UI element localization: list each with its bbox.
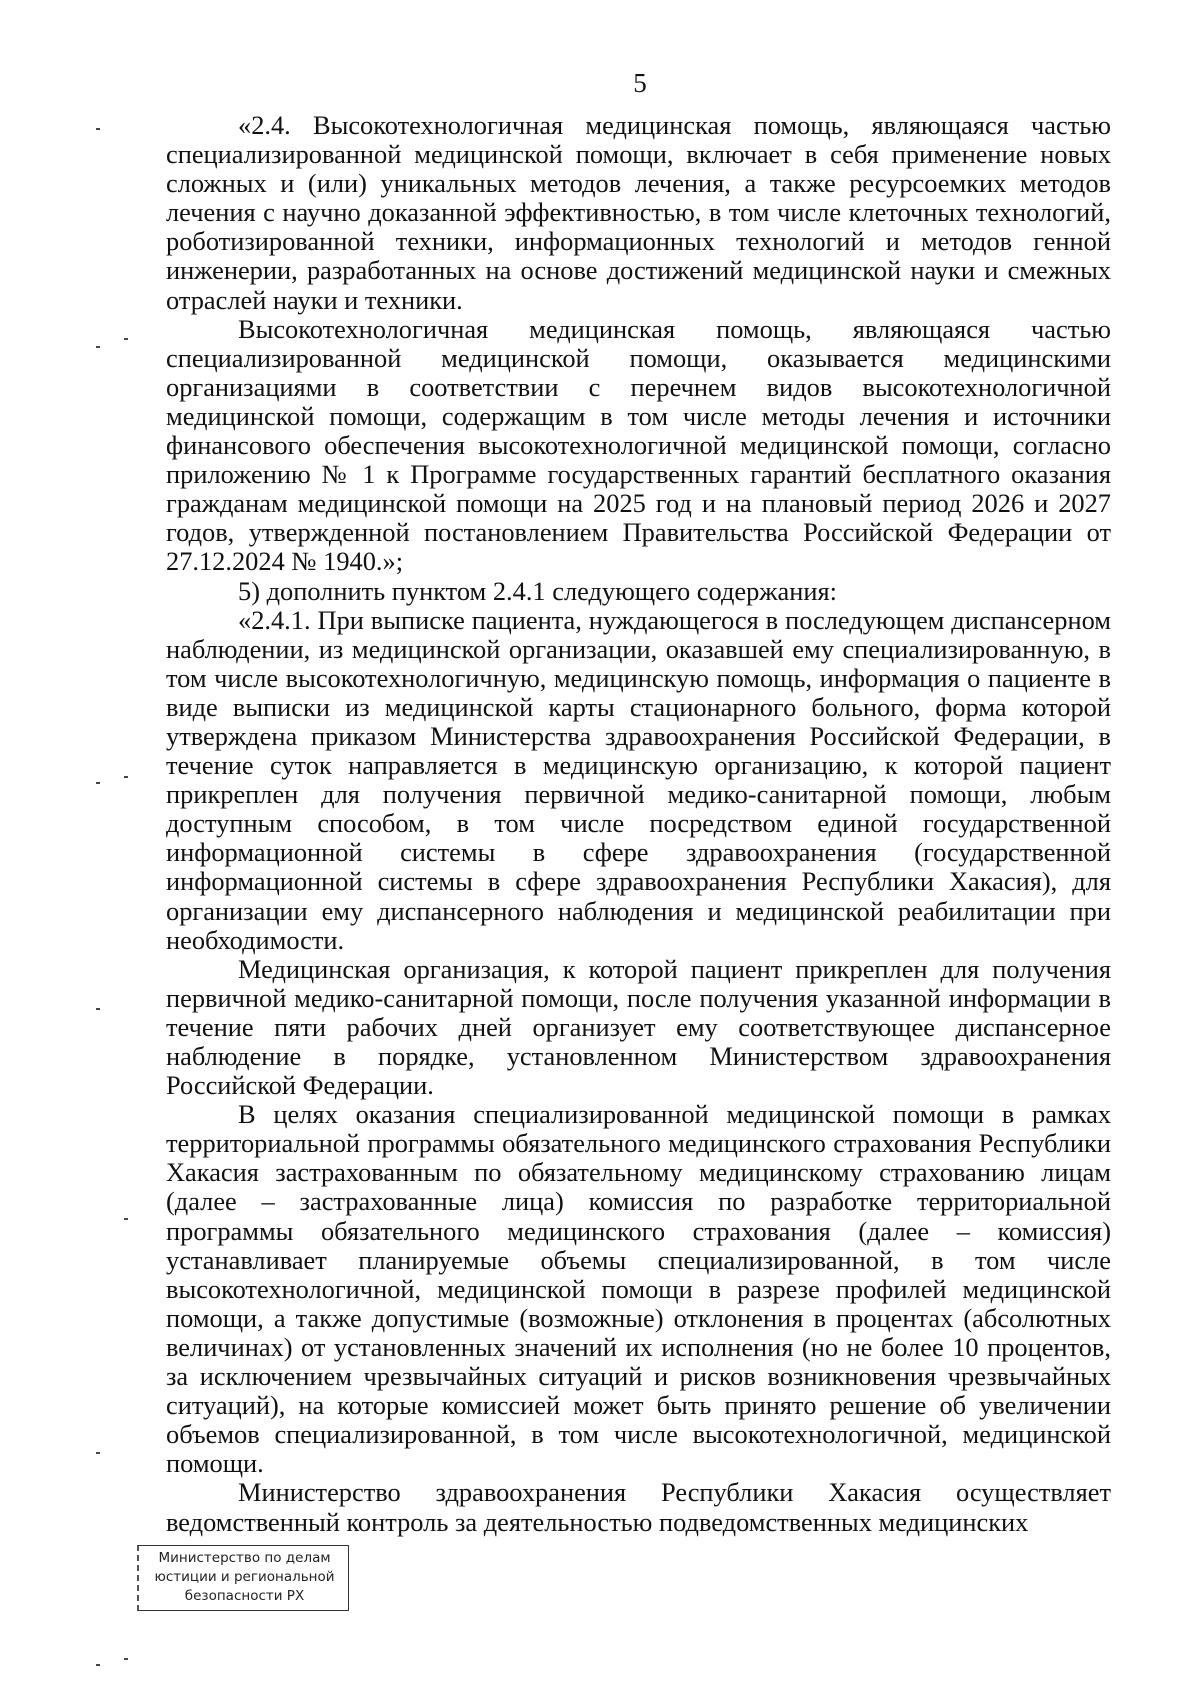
- margin-mark: [96, 1452, 100, 1454]
- stamp-line: юстиции и региональной: [154, 1569, 335, 1585]
- paragraph-amendment-5: 5) дополнить пунктом 2.4.1 следующего содержания:: [238, 575, 837, 606]
- margin-mark: [124, 1218, 128, 1220]
- margin-mark: [124, 338, 128, 340]
- registration-stamp: [137, 1545, 349, 1611]
- paragraph-ministry-control: Министерство здравоохранения Республики Хакасия осуществляет ведомственный контроль за деятельностью подведомственных медицинских: [166, 1477, 1111, 1537]
- paragraph-specialized-care-volumes: В целях оказания специализированной медицинской помощи в рамках территориальной программы обязательного медицинского страхования Республики Хакасия застрахованным по обязательному медицинскому страхованию лицам (далее – застрахованные лица) комиссия по разработке территориальной программы обязательного медицинского страхования (далее – комиссия) устанавливает планируемые объемы специализированной, в том числе высокотехнологичной, медицинской помощи в разрезе профилей медицинской помощи, а также допустимые (возможные) отклонения в процентах (абсолютных величинах) от установленных значений их исполнения (но не более 10 процентов, за исключением чрезвычайных ситуаций и рисков возникновения чрезвычайных ситуаций), на которые комиссией может быть принято решение об увеличении объемов специализированной, в том числе высокотехнологичной, медицинской помощи.: [166, 1099, 1111, 1479]
- margin-mark: [96, 1008, 100, 1010]
- margin-mark: [124, 776, 128, 778]
- page-number: 5: [633, 68, 647, 98]
- paragraph-hitech-organizations: Высокотехнологичная медицинская помощь, являющаяся частью специализированной медицинской помощи, оказывается медицинскими организациями в соответствии с перечнем видов высокотехнологичной медицинской помощи, содержащим в том числе методы лечения и источники финансового обеспечения высокотехнологичной медицинской помощи, согласно приложению № 1 к Программе государственных гарантий бесплатного оказания гражданам медицинской помощи на 2025 год и на плановый период 2026 и 2027 годов, утвержденной постановлением Правительства Российской Федерации от 27.12.2024 № 1940.»;: [166, 313, 1111, 577]
- paragraph-2-4: «2.4. Высокотехнологичная медицинская помощь, являющаяся частью специализированной медицинской помощи, включает в себя применение новых сложных и (или) уникальных методов лечения, а также ресурсоемких методов лечения с научно доказанной эффективностью, в том числе клеточных технологий, роботизированной техники, информационных технологий и методов генной инженерии, разработанных на основе достижений медицинской науки и смежных отраслей науки и техники.: [166, 110, 1111, 315]
- margin-mark: [124, 1658, 128, 1660]
- margin-mark: [96, 346, 100, 348]
- paragraph-2-4-1: «2.4.1. При выписке пациента, нуждающегося в последующем диспансерном наблюдении, из медицинской организации, оказавшей ему специализированную, в том числе высокотехнологичную, медицинскую помощь, информация о пациенте в виде выписки из медицинской карты стационарного больного, форма которой утверждена приказом Министерства здравоохранения Российской Федерации, в течение суток направляется в медицинскую организацию, к которой пациент прикреплен для получения первичной медико-санитарной помощи, любым доступным способом, в том числе посредством единой государственной информационной системы в сфере здравоохранения (государственной информационной системы в сфере здравоохранения Республики Хакасия), для организации ему диспансерного наблюдения и медицинской реабилитации при необходимости.: [166, 604, 1111, 955]
- stamp-line: Министерство по делам: [158, 1550, 331, 1566]
- paragraph-dispensary-observation: Медицинская организация, к которой пациент прикреплен для получения первичной медико-санитарной помощи, после получения указанной информации в течение пяти рабочих дней организует ему соответствующее диспансерное наблюдение в порядке, установленном Министерством здравоохранения Российской Федерации.: [166, 953, 1111, 1101]
- document-body: [166, 111, 1111, 1537]
- margin-mark: [96, 128, 100, 130]
- margin-mark: [96, 1664, 100, 1666]
- margin-mark: [96, 782, 100, 784]
- stamp-line: безопасности РХ: [184, 1588, 305, 1604]
